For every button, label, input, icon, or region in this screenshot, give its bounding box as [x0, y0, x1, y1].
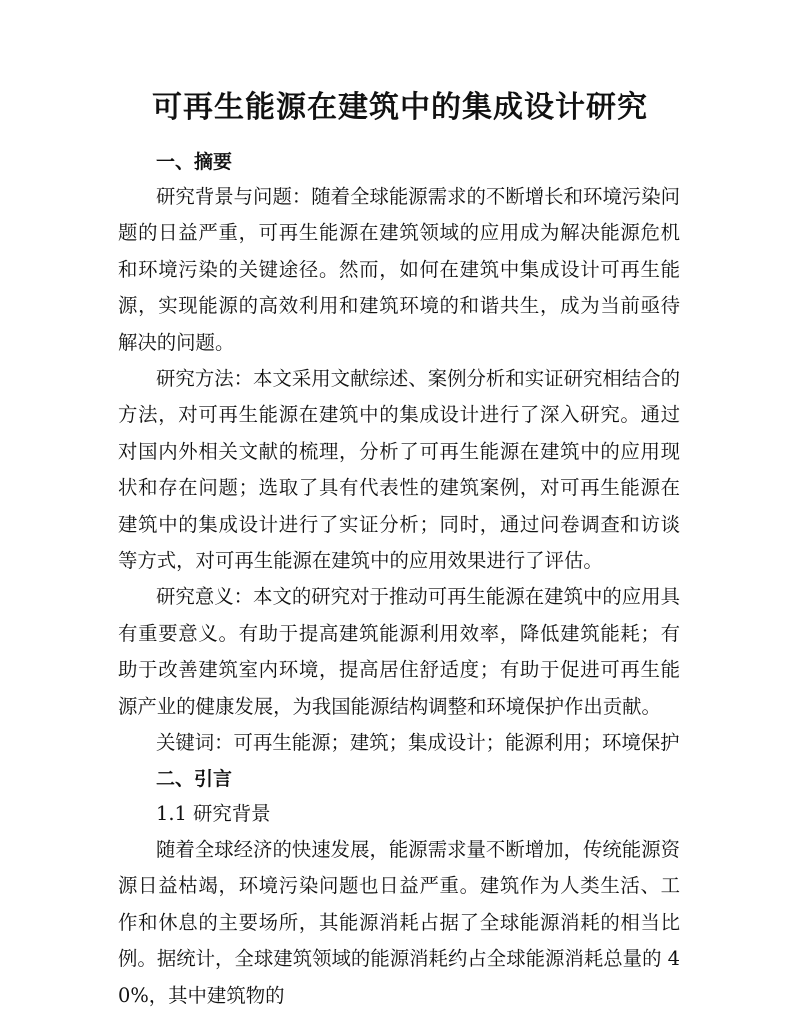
keywords-line: 关键词：可再生能源；建筑；集成设计；能源利用；环境保护 [156, 731, 680, 755]
paragraph-introduction: 随着全球经济的快速发展，能源需求量不断增加，传统能源资源日益枯竭，环境污染问题也日益严重。建筑作为人类生活、工作和休息的主要场所，其能源消耗占据了全球能源消耗的相当比例。据统计，全球建筑领域的能源消耗约占全球能源消耗总量的 40%，其中建筑物的 [118, 837, 680, 1007]
section-heading-introduction: 二、引言 [156, 767, 233, 790]
paragraph-significance: 研究意义：本文的研究对于推动可再生能源在建筑中的应用具有重要意义。有助于提高建筑能源利用效率，降低建筑能耗；有助于改善建筑室内环境，提高居住舒适度；有助于促进可再生能源产业的健康发展，为我国能源结构调整和环境保护作出贡献。 [118, 585, 680, 718]
paragraph-background: 研究背景与问题：随着全球能源需求的不断增长和环境污染问题的日益严重，可再生能源在建筑领域的应用成为解决能源危机和环境污染的关键途径。然而，如何在建筑中集成设计可再生能源，实现能源的高效利用和建筑环境的和谐共生，成为当前亟待解决的问题。 [118, 185, 680, 354]
section-heading-abstract: 一、摘要 [156, 151, 233, 173]
document-title: 可再生能源在建筑中的集成设计研究 [152, 90, 648, 125]
subsection-heading-background: 1.1 研究背景 [156, 801, 271, 825]
paragraph-method: 研究方法：本文采用文献综述、案例分析和实证研究相结合的方法，对可再生能源在建筑中的集成设计进行了深入研究。通过对国内外相关文献的梳理，分析了可再生能源在建筑中的应用现状和存在问题；选取了具有代表性的建筑案例，对可再生能源在建筑中的集成设计进行了实证分析；同时，通过问卷调查和访谈等方式，对可再生能源在建筑中的应用效果进行了评估。 [118, 367, 680, 573]
document-body [118, 145, 680, 1014]
